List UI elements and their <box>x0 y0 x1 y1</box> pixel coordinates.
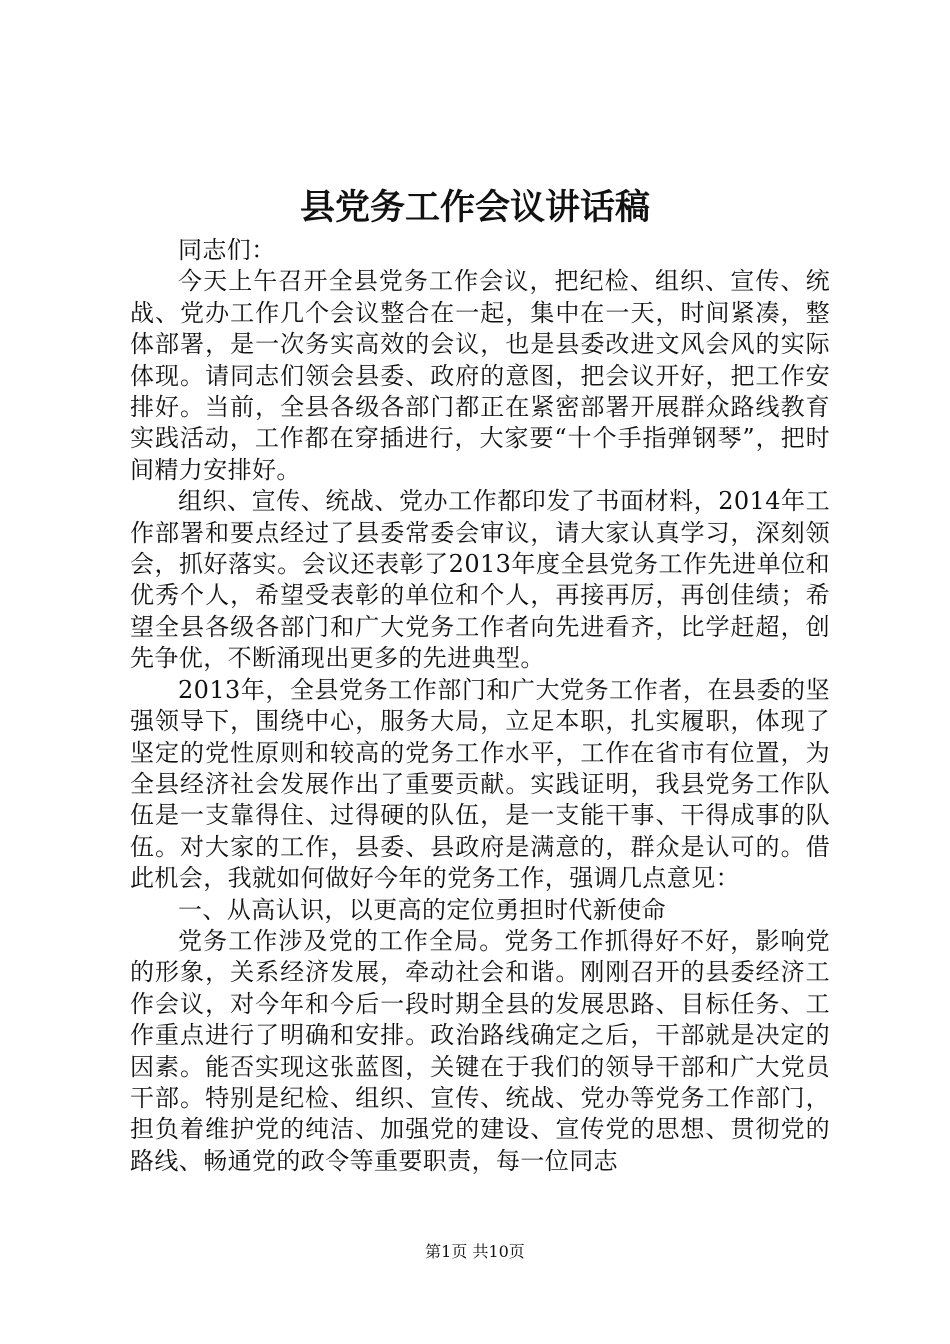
paragraph: 组织、宣传、统战、党办工作都印发了书面材料，2014年工作部署和要点经过了县委常委会审议，请大家认真学习，深刻领会，抓好落实。会议还表彰了2013年度全县党务工作先进单位和优秀个人，希望受表彰的单位和个人，再接再厉，再创佳绩；希望全县各级各部门和广大党务工作者向先进看齐，比学赶超，创先争优，不断涌现出更多的先进典型。 <box>130 487 830 673</box>
document-body <box>130 235 830 1177</box>
paragraph: 党务工作涉及党的工作全局。党务工作抓得好不好，影响党的形象，关系经济发展，牵动社会和谐。刚刚召开的县委经济工作会议，对今年和今后一段时期全县的发展思路、目标任务、工作重点进行了明确和安排。政治路线确定之后，干部就是决定的因素。能否实现这张蓝图，关键在于我们的领导干部和广大党员干部。特别是纪检、组织、宣传、统战、党办等党务工作部门，担负着维护党的纯洁、加强党的建设、宣传党的思想、贯彻党的路线、畅通党的政令等重要职责，每一位同志 <box>130 926 830 1175</box>
paragraph: 今天上午召开全县党务工作会议，把纪检、组织、宣传、统战、党办工作几个会议整合在一起，集中在一天，时间紧凑，整体部署，是一次务实高效的会议，也是县委改进文风会风的实际体现。请同志们领会县委、政府的意图，把会议开好，把工作安排好。当前，全县各级各部门都正在紧密部署开展群众路线教育实践活动，工作都在穿插进行，大家要“十个手指弹钢琴”，把时间精力安排好。 <box>130 267 830 484</box>
paragraph: 2013年，全县党务工作部门和广大党务工作者，在县委的坚强领导下，围绕中心，服务大局，立足本职，扎实履职，体现了坚定的党性原则和较高的党务工作水平，工作在省市有位置，为全县经济社会发展作出了重要贡献。实践证明，我县党务工作队伍是一支靠得住、过得硬的队伍，是一支能干事、干得成事的队伍。对大家的工作，县委、县政府是满意的，群众是认可的。借此机会，我就如何做好今年的党务工作，强调几点意见： <box>130 675 830 893</box>
paragraph-salutation: 同志们： <box>178 236 276 264</box>
document-title: 县党务工作会议讲话稿 <box>299 187 650 228</box>
page-footer: 第1页 共10页 <box>425 1242 525 1261</box>
section-heading: 一、从高认识，以更高的定位勇担时代新使命 <box>178 895 666 924</box>
